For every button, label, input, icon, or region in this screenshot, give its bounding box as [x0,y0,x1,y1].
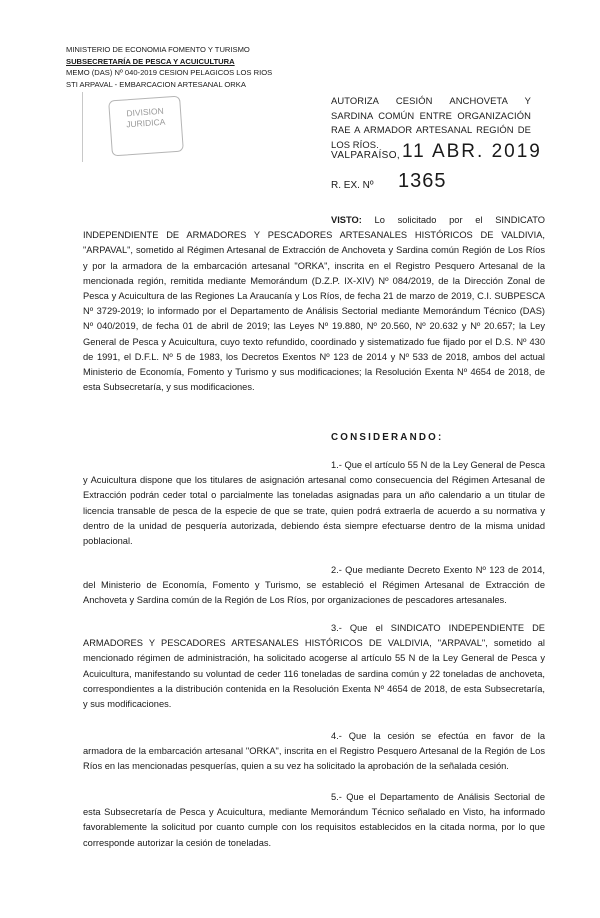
considerando-2: 2.- Que mediante Decreto Exento Nº 123 de 2014, del Ministerio de Economía, Fomento y Turismo, se estableció el Régimen Artesanal de Extracción de Anchoveta y Sardina común de la Región de Los Ríos, por organizaciones de pescadores artesanales. [83,565,545,606]
letterhead [66,44,272,90]
resolution-title: AUTORIZA CESIÓN ANCHOVETA Y SARDINA COMÚN ENTRE ORGANIZACIÓN RAE A ARMADOR ARTESANAL REGIÓN DE LOS RÍOS. [331,95,531,150]
resolution-date: 11 ABR. 2019 [402,141,542,162]
ministry-name: MINISTERIO DE ECONOMIA FOMENTO Y TURISMO [66,45,250,54]
memo-reference: MEMO (DAS) Nº 040-2019 CESION PELAGICOS LOS RIOS [66,68,273,77]
visto-text: Lo solicitado por el SINDICATO INDEPENDIENTE DE ARMADORES Y PESCADORES ARTESANALES HISTÓRICOS DE VALDIVIA, "ARPAVAL", sometido al Régimen Artesanal de Extracción de Anchoveta y Sardina común Región de Los Ríos y por la armadora de la embarcación artesanal "ORKA", inscrita en el Registro Pesquero Artesanal de la mencionada región, remitida mediante Memorándum (D.Z.P. IX-XIV) Nº 084/2019, de la Dirección Zonal de Pesca y Acuicultura de las Regiones La Araucanía y Los Ríos, de fecha 21 de marzo de 2019, C.I. SUBPESCA Nº 3729-2019; lo informado por el Departamento de Análisis Sectorial mediante Memorándum Técnico (DAS) Nº 040/2019, de fecha 01 de abril de 2019; las Leyes Nº 19.880, Nº 20.560, Nº 20.632 y Nº 20.657; la Ley General de Pesca y Acuicultura, cuyo texto refundido, coordinado y sistematizado fue fijado por el D.S. Nº 430 de 1991, el D.F.L. Nº 5 de 1983, los Decretos Exentos Nº 123 de 2014 y Nº 533 de 2018, ambos del actual Ministerio de Economía, Fomento y Turismo y sus modificaciones; la Resolución Exenta Nº 4654 de 2018, de esta Subsecretaría, y sus modificaciones. [83,215,545,393]
city-label: VALPARAÍSO, [331,150,401,161]
stamp-line-1: DIVISION [126,105,164,119]
considerando-3: 3.- Que el SINDICATO INDEPENDIENTE DE ARMADORES Y PESCADORES ARTESANALES HISTÓRICOS DE VALDIVIA, "ARPAVAL", sometido al mencionado régimen de administración, ha solicitado acogerse al artículo 55 N de la Ley General de Pesca y Acuicultura, manifestando su voluntad de ceder 116 toneladas de sardina común y 22 toneladas de anchoveta, correspondientes a la distribución contenida en la Resolución Exenta Nº 4654 de 2018, de esta Subsecretaría, y sus modificaciones. [83,623,545,710]
rex-number: 1365 [398,170,447,192]
considerando-5: 5.- Que el Departamento de Análisis Sectorial de esta Subsecretaría de Pesca y Acuicultura, mediante Memorándum Técnico señalado en Visto, ha informado favorablemente la solicitud por cuanto cumple con los requisitos establecidos en la citada norma, por lo que corresponde autorizar la cesión de toneladas. [83,792,545,848]
division-juridica-stamp [108,96,184,157]
considerando-heading: CONSIDERANDO: [331,432,444,443]
considerando-4: 4.- Que la cesión se efectúa en favor de la armadora de la embarcación artesanal "ORKA", inscrita en el Registro Pesquero Artesanal de la Región de Los Ríos en las mencionadas pesquerías, quien a su vez ha solicitado la aprobación de la señalada cesión. [83,731,545,772]
stamp-line-2: JURIDICA [125,116,166,130]
considerando-1: 1.- Que el artículo 55 N de la Ley General de Pesca y Acuicultura dispone que los titulares de asignación artesanal como consecuencia del Régimen Artesanal de Extracción podrán ceder total o parcialmente las toneladas asignadas para un año calendario a un titular de licencia transable de pesca de la especie de que se trate, quien podrá extraerla de acuerdo a su normativa y dentro de la unidad de pesquería autorizada, debiendo ésta siempre efectuarse dentro de la misma unidad poblacional. [83,460,545,547]
visto-paragraph [83,213,545,395]
vertical-stamp-mark [82,92,93,162]
rex-label: R. EX. Nº [331,180,374,191]
visto-label: VISTO: [331,215,362,225]
file-reference: STI ARPAVAL - EMBARCACION ARTESANAL ORKA [66,79,246,89]
subsecretariat-name: SUBSECRETARÍA DE PESCA Y ACUICULTURA [66,56,235,66]
